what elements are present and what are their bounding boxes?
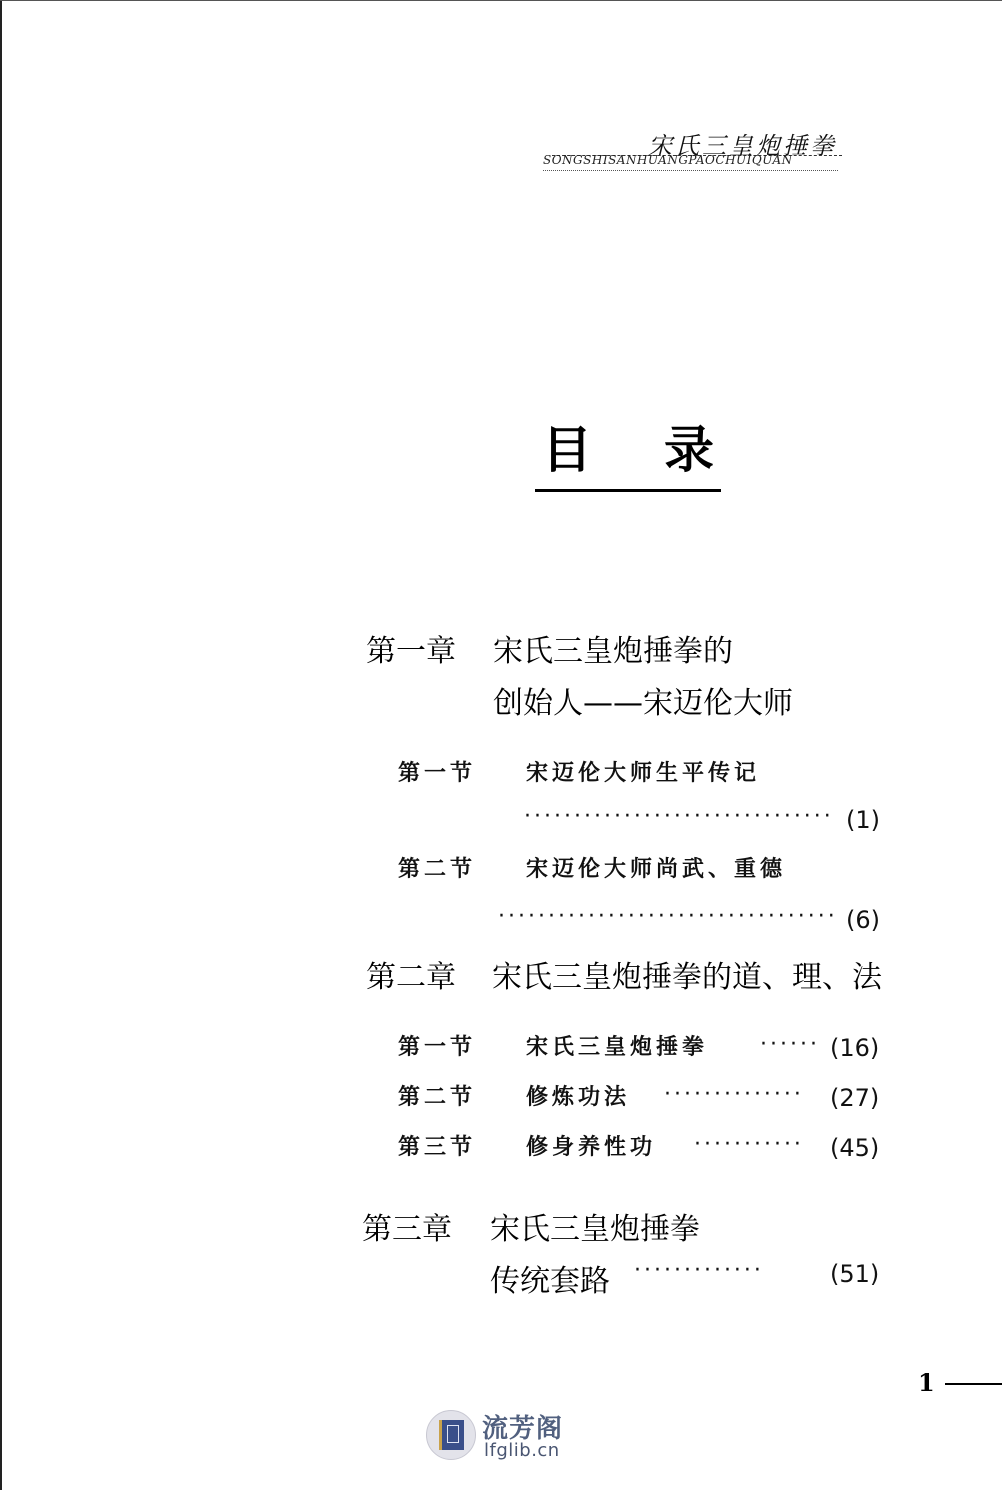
section-2-1-title[interactable]: 宋氏三皇炮捶拳 [526,1035,709,1060]
section-1-1-title[interactable]: 宋迈伦大师生平传记 [526,761,761,786]
chapter-3-title-line2[interactable]: 传统套路 [490,1264,610,1299]
page-number: 1 [918,1368,935,1397]
section-2-3-label[interactable]: 第三节 [398,1135,477,1160]
section-1-2-label[interactable]: 第二节 [398,857,477,882]
chapter-1-title-line2[interactable]: 创始人——宋迈伦大师 [493,686,793,721]
chapter-3-label[interactable]: 第三章 [362,1212,452,1247]
chapter-3-title[interactable]: 宋氏三皇炮捶拳 [490,1212,700,1247]
toc-leader-dots: ·············· [664,1082,804,1107]
toc-leader-dots: ······ [760,1032,820,1057]
chapter-3-page[interactable]: (51) [830,1260,880,1288]
section-1-2-title[interactable]: 宋迈伦大师尚武、重德 [526,857,787,882]
chapter-2-title[interactable]: 宋氏三皇炮捶拳的道、理、法 [492,960,882,995]
section-2-1-label[interactable]: 第一节 [398,1035,477,1060]
section-1-1-page[interactable]: (1) [846,806,880,834]
watermark-url[interactable]: lfglib.cn [484,1440,560,1461]
chapter-2-label[interactable]: 第二章 [366,960,456,995]
watermark-name: 流芳阁 [482,1414,564,1444]
chapter-1-title[interactable]: 宋氏三皇炮捶拳的 [493,634,733,669]
page-edge-top [0,0,1002,1]
toc-title-rule [535,489,721,492]
toc-leader-dots: ·································· [498,904,838,929]
running-header-title: 宋氏三皇炮捶拳 [648,132,837,160]
header-rule-lower [543,170,838,172]
section-1-1-label[interactable]: 第一节 [398,761,477,786]
section-1-2-page[interactable]: (6) [846,906,880,934]
section-2-2-page[interactable]: (27) [830,1084,880,1112]
section-2-2-label[interactable]: 第二节 [398,1085,477,1110]
section-2-1-page[interactable]: (16) [830,1034,880,1062]
folio-rule [945,1383,1002,1385]
book-logo-icon [426,1410,476,1460]
section-2-3-page[interactable]: (45) [830,1134,880,1162]
toc-leader-dots: ············· [634,1258,764,1283]
chapter-1-label[interactable]: 第一章 [366,634,456,669]
toc-title: 目录 [542,421,786,479]
section-2-3-title[interactable]: 修身养性功 [526,1135,657,1160]
section-2-2-title[interactable]: 修炼功法 [526,1085,631,1110]
toc-leader-dots: ··········· [694,1132,804,1157]
running-header-subtitle: SONGSHISANHUANGPAOCHUIQUAN [543,153,793,167]
toc-leader-dots: ······························· [524,804,834,829]
page-edge-left [0,0,2,1490]
